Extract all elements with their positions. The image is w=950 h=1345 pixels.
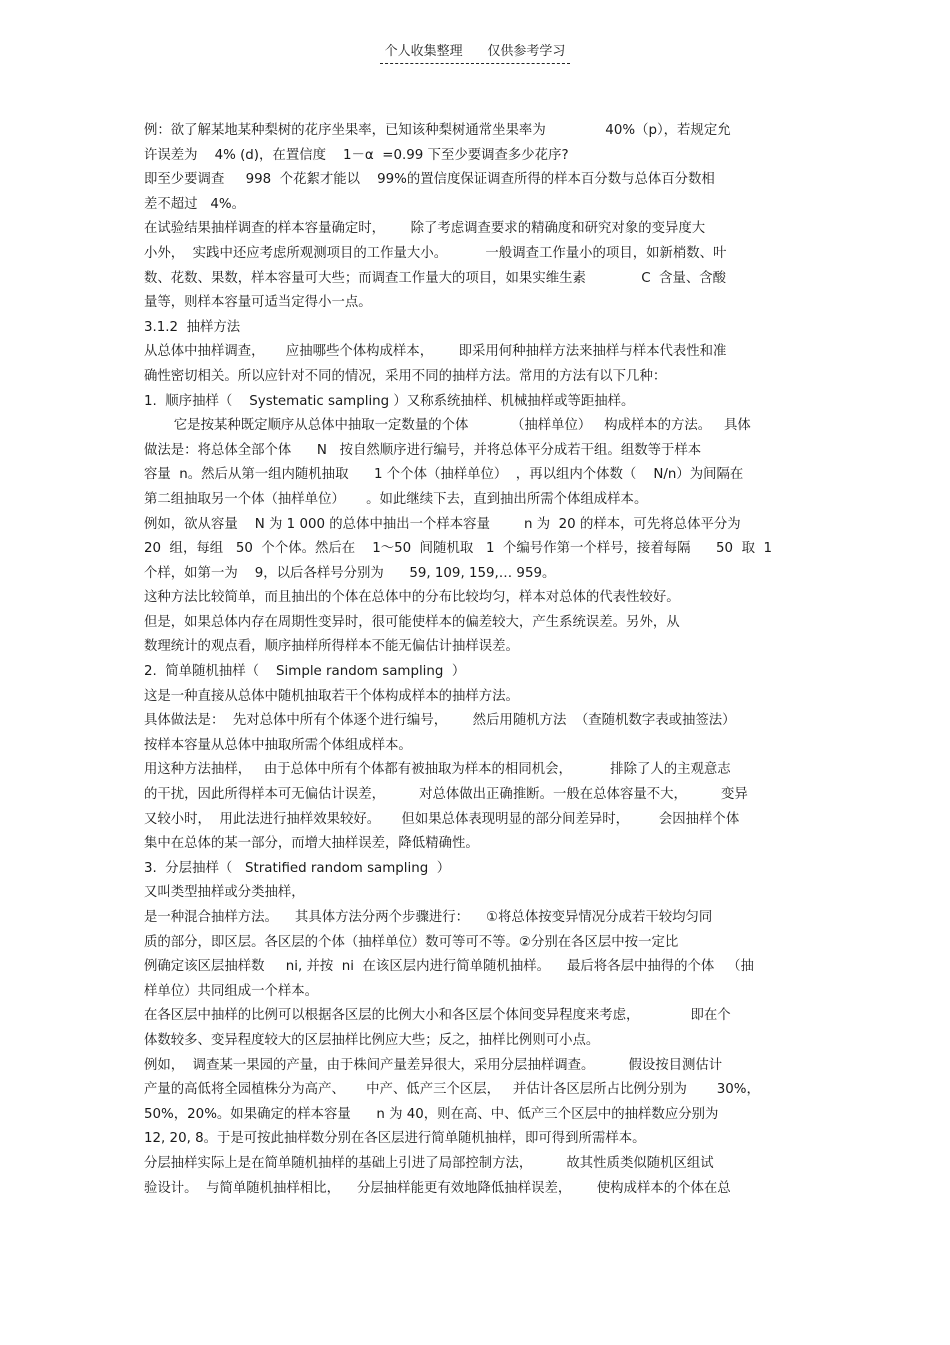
text-line: 第二组抽取另一个体（抽样单位） 。如此继续下去，直到抽出所需个体组成样本。: [144, 491, 648, 507]
text-line: 差不超过 4%。: [144, 196, 245, 212]
text-line: 即至少要调查 998 个花絮才能以 99%的置信度保证调查所得的样本百分数与总体百分数相: [144, 172, 715, 188]
text-line: 50%，20%。如果确定的样本容量 n 为 40，则在高、中、低产三个区层中的抽样数应分别为: [144, 1106, 719, 1122]
text-line: 它是按某种既定顺序从总体中抽取一定数量的个体 （抽样单位） 构成样本的方法。 具体: [144, 418, 751, 434]
text-line: 是一种混合抽样方法。 其具体方法分两个步骤进行： ①将总体按变异情况分成若干较均匀同: [144, 910, 713, 925]
text-line: 量等，则样本容量可适当定得小一点。: [144, 295, 372, 311]
text-line: 从总体中抽样调查， 应抽哪些个体构成样本， 即采用何种抽样方法来抽样与样本代表性和准: [144, 344, 727, 360]
text-line: 小外， 实践中还应考虑所观测项目的工作量大小。 一般调查工作量小的项目，如新梢数、叶: [144, 245, 727, 261]
text-line: 确性密切相关。所以应针对不同的情况，采用不同的抽样方法。常用的方法有以下几种：: [144, 368, 667, 384]
text-line: 3.1.2 抽样方法: [144, 319, 241, 335]
text-line: 数理统计的观点看，顺序抽样所得样本不能无偏估计抽样误差。: [144, 639, 519, 655]
text-line: 1. 顺序抽样（ Systematic sampling ）又称系统抽样、机械抽样或等距抽样。: [144, 393, 635, 409]
text-line: 分层抽样实际上是在简单随机抽样的基础上引进了局部控制方法， 故其性质类似随机区组试: [144, 1155, 714, 1171]
text-line: 集中在总体的某一部分，而增大抽样误差，降低精确性。: [144, 836, 479, 852]
text-line: 又较小时， 用此法进行抽样效果较好。 但如果总体表现明显的部分间差异时， 会因抽样个体: [144, 811, 740, 827]
text-line: 验设计。 与简单随机抽样相比， 分层抽样能更有效地降低抽样误差， 使构成样本的个体在总: [144, 1180, 731, 1196]
text-line: 在试验结果抽样调查的样本容量确定时， 除了考虑调查要求的精确度和研究对象的变异度大: [144, 221, 706, 237]
text-line: 做法是：将总体全部个体 N 按自然顺序进行编号，并将总体平分成若干组。组数等于样本: [144, 442, 702, 458]
text-line: 3. 分层抽样（ Stratified random sampling ）: [144, 860, 451, 876]
text-line: 在各区层中抽样的比例可以根据各区层的比例大小和各区层个体间变异程度来考虑， 即在个: [144, 1008, 731, 1024]
text-line: 用这种方法抽样， 由于总体中所有个体都有被抽取为样本的相同机会， 排除了人的主观意志: [144, 762, 731, 778]
text-line: 许误差为 4% (d)，在置信度 1－α =0.99 下至少要调查多少花序?: [144, 147, 569, 163]
text-line: 又叫类型抽样或分类抽样，: [144, 885, 305, 901]
text-line: 体数较多、变异程度较大的区层抽样比例应大些；反之，抽样比例则可小点。: [144, 1032, 600, 1048]
text-line: 按样本容量从总体中抽取所需个体组成样本。: [144, 737, 412, 753]
text-line: 但是，如果总体内存在周期性变异时，很可能使样本的偏差较大，产生系统误差。另外，从: [144, 614, 680, 630]
text-line: 例如， 调查某一果园的产量，由于株间产量差异很大，采用分层抽样调查。 假设按目测估计: [144, 1057, 723, 1073]
text-line: 数、花数、果数，样本容量可大些；而调查工作量大的项目，如果实维生素 C 含量、含酸: [144, 270, 727, 286]
text-line: 容量 n。然后从第一组内随机抽取 1 个个体（抽样单位） ，再以组内个体数（ N/n）为间隔在: [144, 467, 744, 483]
text-line: 产量的高低将全园植株分为高产、 中产、低产三个区层， 并估计各区层所占比例分别为 30%，: [144, 1082, 760, 1098]
text-line: 20 组，每组 50 个个体。然后在 1～50 间随机取 1 个编号作第一个样号，接着每隔 50 取 1: [144, 541, 773, 557]
text-line: 个样，如第一为 9，以后各样号分别为 59, 109, 159,… 959。: [144, 565, 556, 581]
text-line: 2. 简单随机抽样（ Simple random sampling ）: [144, 664, 466, 680]
text-line: 例确定该区层抽样数 ni, 并按 ni 在该区层内进行简单随机抽样。 最后将各层中抽得的个体 （抽: [144, 959, 754, 975]
document-body: [144, 119, 806, 1201]
text-line: 这是一种直接从总体中随机抽取若干个体构成样本的抽样方法。: [144, 688, 519, 704]
text-line: 质的部分，即区层。各区层的个体（抽样单位）数可等可不等。②分别在各区层中按一定比: [144, 934, 679, 950]
page-header: 个人收集整理 仅供参考学习: [380, 40, 570, 64]
text-line: 具体做法是： 先对总体中所有个体逐个进行编号， 然后用随机方法 （查随机数字表或抽签法）: [144, 713, 736, 729]
text-line: 例如，欲从容量 N 为 1 000 的总体中抽出一个样本容量 n 为 20 的样本，可先将总体平分为: [144, 516, 741, 532]
text-line: 的干扰，因此所得样本可无偏估计误差， 对总体做出正确推断。一般在总体容量不大， 变异: [144, 787, 748, 803]
text-line: 例：欲了解某地某种梨树的花序坐果率，已知该种梨树通常坐果率为 40%（p），若规定允: [144, 123, 731, 138]
text-line: 样单位）共同组成一个样本。: [144, 983, 319, 999]
text-line: 12, 20, 8。于是可按此抽样数分别在各区层进行简单随机抽样，即可得到所需样本。: [144, 1131, 646, 1147]
text-line: 这种方法比较简单，而且抽出的个体在总体中的分布比较均匀，样本对总体的代表性较好。: [144, 590, 680, 606]
